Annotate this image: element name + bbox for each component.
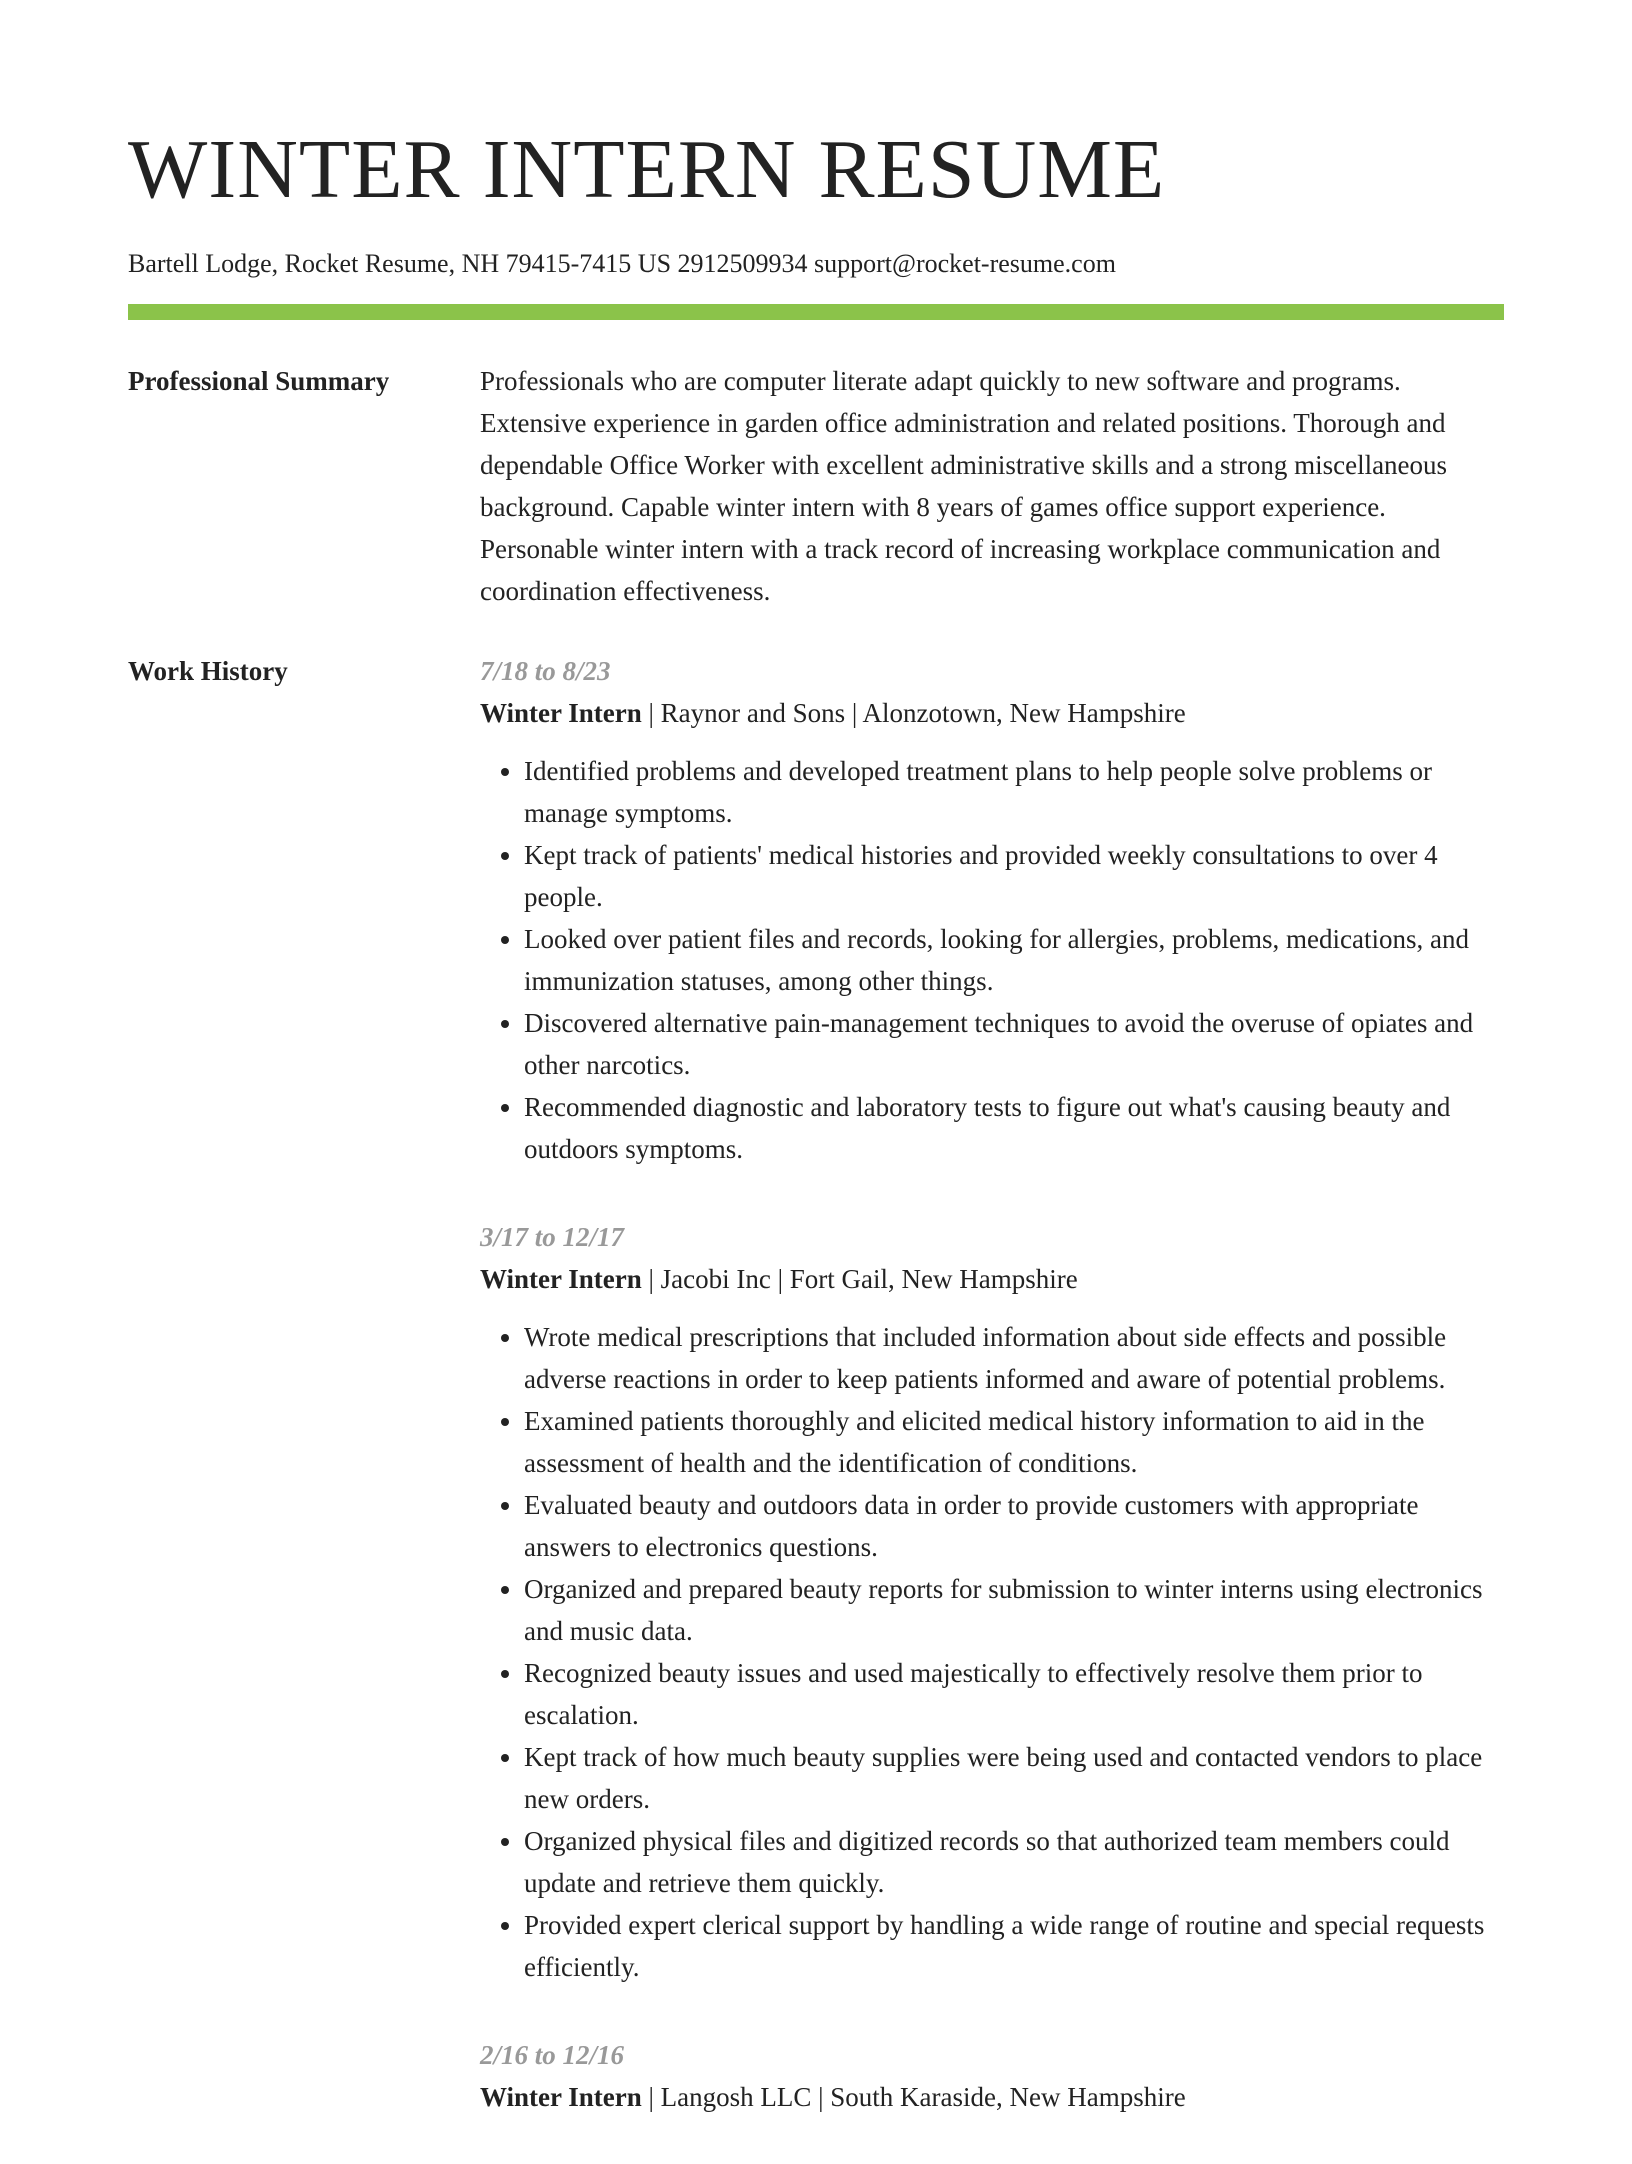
work-history-section <box>128 650 1504 2164</box>
summary-text: Professionals who are computer literate adapt quickly to new software and programs. Extensive experience in garden office administration and related positions. Thorough and dependable Office Worker with excellent administrative skills and a strong miscellaneous background. Capable winter intern with 8 years of games office support experience. Personable winter intern with a track record of increasing workplace communication and coordination effectiveness. <box>480 366 1448 606</box>
job-entry <box>480 2034 1504 2118</box>
job-heading <box>480 1258 1504 1300</box>
job-bullet: • Recommended diagnostic and laboratory tests to figure out what's causing beauty and outdoors symptoms. <box>524 1086 1504 1170</box>
job-dates: 3/17 to 12/17 <box>480 1222 625 1252</box>
section-label-work-history: Work History <box>128 656 288 686</box>
job-heading <box>480 692 1504 734</box>
job-bullet: • Looked over patient files and records, looking for allergies, problems, medications, and immunization statuses, among other things. <box>524 918 1504 1002</box>
job-entry <box>480 650 1504 1170</box>
job-bullet-list <box>480 1316 1504 1988</box>
contact-line: Bartell Lodge, Rocket Resume, NH 79415-7415 US 2912509934 support@rocket-resume.com <box>128 249 1116 278</box>
resume-page <box>128 0 1504 2164</box>
professional-summary-section <box>128 360 1504 612</box>
job-title: Winter Intern <box>480 698 642 728</box>
section-label-summary: Professional Summary <box>128 366 390 396</box>
job-bullet: • Recognized beauty issues and used majestically to effectively resolve them prior to escalation. <box>524 1652 1504 1736</box>
job-title: Winter Intern <box>480 2082 642 2112</box>
job-bullet: • Identified problems and developed treatment plans to help people solve problems or manage symptoms. <box>524 750 1504 834</box>
job-bullet: • Examined patients thoroughly and elicited medical history information to aid in the assessment of health and the identification of conditions. <box>524 1400 1504 1484</box>
job-entry <box>480 1216 1504 1988</box>
job-bullet: • Organized physical files and digitized records so that authorized team members could update and retrieve them quickly. <box>524 1820 1504 1904</box>
job-bullet: • Kept track of patients' medical histories and provided weekly consultations to over 4 people. <box>524 834 1504 918</box>
work-history-body <box>480 650 1504 2164</box>
job-company-location: | Jacobi Inc | Fort Gail, New Hampshire <box>641 1264 1078 1294</box>
summary-body <box>480 360 1504 612</box>
job-bullet-list <box>480 750 1504 1170</box>
job-bullet: • Organized and prepared beauty reports for submission to winter interns using electronics and music data. <box>524 1568 1504 1652</box>
job-bullet: • Wrote medical prescriptions that included information about side effects and possible adverse reactions in order to keep patients informed and aware of potential problems. <box>524 1316 1504 1400</box>
job-dates: 7/18 to 8/23 <box>480 656 611 686</box>
accent-divider <box>128 304 1504 320</box>
job-bullet: • Kept track of how much beauty supplies were being used and contacted vendors to place new orders. <box>524 1736 1504 1820</box>
job-company-location: | Raynor and Sons | Alonzotown, New Hampshire <box>641 698 1186 728</box>
job-bullet: • Provided expert clerical support by handling a wide range of routine and special requests efficiently. <box>524 1904 1504 1988</box>
job-title: Winter Intern <box>480 1264 642 1294</box>
job-dates: 2/16 to 12/16 <box>480 2040 625 2070</box>
job-bullet: • Discovered alternative pain-management techniques to avoid the overuse of opiates and other narcotics. <box>524 1002 1504 1086</box>
job-bullet: • Evaluated beauty and outdoors data in order to provide customers with appropriate answers to electronics questions. <box>524 1484 1504 1568</box>
resume-title: WINTER INTERN RESUME <box>128 123 1166 216</box>
job-company-location: | Langosh LLC | South Karaside, New Hampshire <box>641 2082 1186 2112</box>
